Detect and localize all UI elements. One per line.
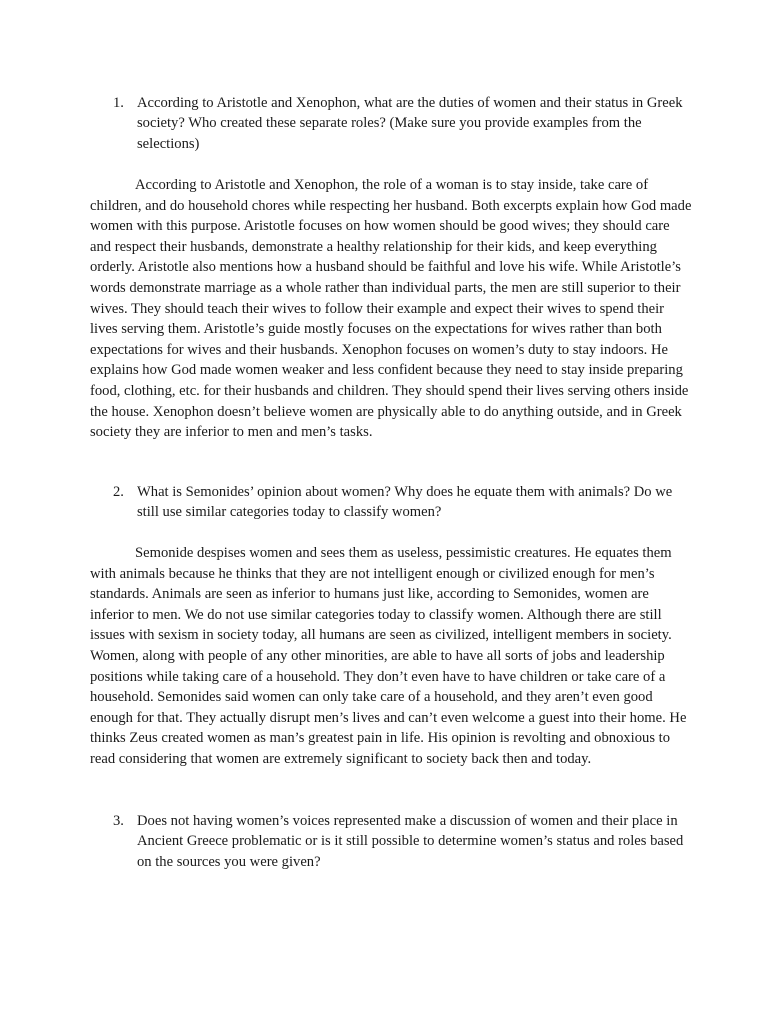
question-number: 3. [113,813,124,829]
question-text: According to Aristotle and Xenophon, what are the duties of women and their status in Greek society? Who created these separate roles? (Make sure you provide examples from the selections) [137,95,683,152]
question-1 [113,93,693,154]
question-2 [113,482,693,523]
question-text: Does not having women’s voices represented make a discussion of women and their place in Ancient Greece problematic or is it still possible to determine women’s status and roles based on the sources you were given? [137,813,684,870]
question-number: 1. [113,95,124,111]
answer-paragraph-1: According to Aristotle and Xenophon, the role of a woman is to stay inside, take care of children, and do household chores while respecting her husband. Both excerpts explain how God made women with this purpose. Aristotle focuses on how women should be good wives; they should care and respect their husbands, demonstrate a healthy relationship for their kids, and keep everything orderly. Aristotle also mentions how a husband should be faithful and love his wife. While Aristotle’s words demonstrate marriage as a whole rather than individual parts, the men are still superior to their wives. They should teach their wives to follow their example and expect their wives to spend their lives serving them. Aristotle’s guide mostly focuses on the expectations for wives rather than both expectations for wives and their husbands. Xenophon focuses on women’s duty to stay indoors. He explains how God made women weaker and less confident because they need to stay inside preparing food, clothing, etc. for their husbands and children. They should spend their lives serving others inside the house. Xenophon doesn’t believe women are physically able to do anything outside, and in Greek society they are inferior to men and men’s tasks. [90,177,692,441]
question-3 [113,811,693,872]
question-number: 2. [113,484,124,500]
answer-paragraph-2: Semonide despises women and sees them as useless, pessimistic creatures. He equates them with animals because he thinks that they are not intelligent enough or civilized enough for men’s standards. Animals are seen as inferior to humans just like, according to Semonides, women are inferior to men. We do not use similar categories today to classify women. Although there are still issues with sexism in society today, all humans are seen as civilized, intelligent members in society. Women, along with people of any other minorities, are able to have all sorts of jobs and leadership positions while taking care of a household. They don’t even have to have children or take care of a household. Semonides said women can only take care of a household, and they aren’t even good enough for that. They actually disrupt men’s lives and can’t even welcome a guest into their home. He thinks Zeus created women as man’s greatest pain in life. His opinion is revolting and obnoxious to read considering that women are extremely significant to society back then and today. [90,545,687,767]
question-text: What is Semonides’ opinion about women? Why does he equate them with animals? Do we still use similar categories today to classify women? [137,484,673,521]
